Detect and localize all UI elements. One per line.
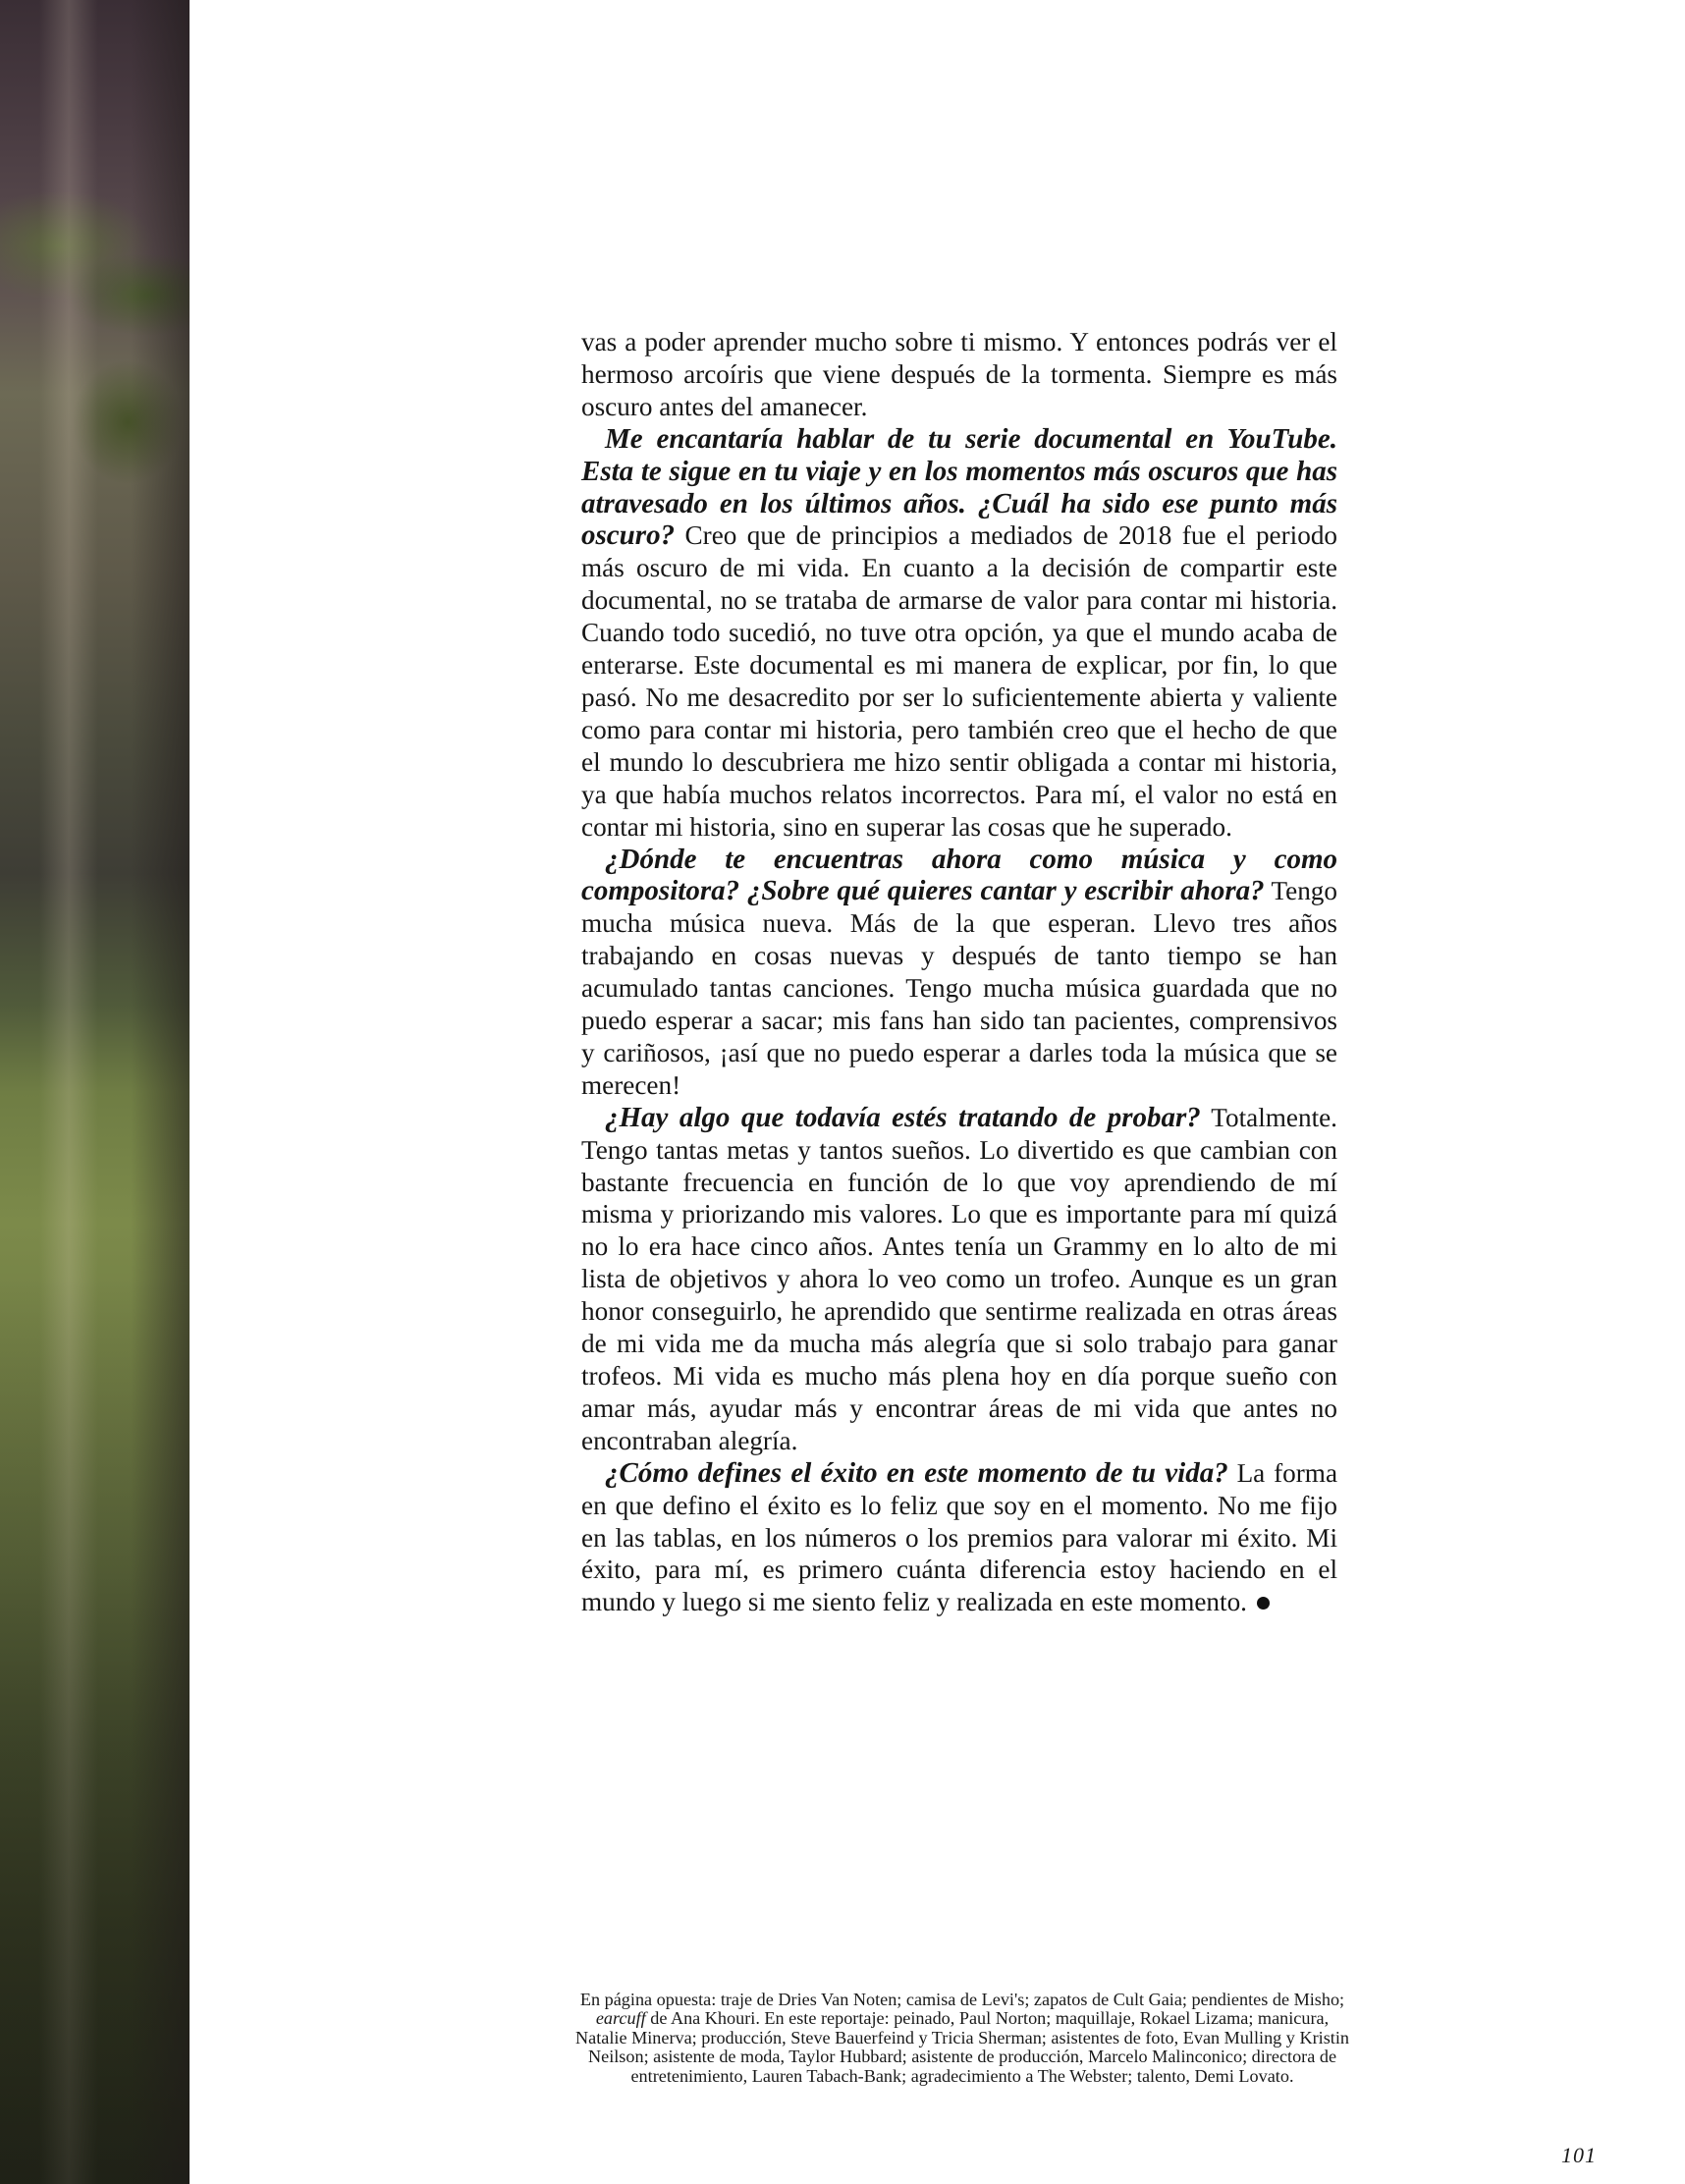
credits-part-2: de Ana Khouri. En este reportaje: peinado, Paul Norton; maquillaje, Rokael Lizama; manicura, Natalie Minerva; producción, Steve Bauerfeind y Tricia Sherman; asistentes de foto, Evan Mulling y Kristin Neilson; asistente de moda, Taylor Hubbard; asistente de producción, Marcelo Malinconico; directora de entretenimiento, Lauren Tabach-Bank; agradecimiento a The Webster; talento, Demi Lovato.: [575, 2008, 1349, 2086]
photo-blur-edge: [131, 0, 190, 2184]
qa-paragraph: [581, 844, 1337, 1102]
article-intro: vas a poder aprender mucho sobre ti mismo. Y entonces podrás ver el hermoso arcoíris que viene después de la tormenta. Siempre es más oscuro antes del amanecer.: [581, 327, 1337, 421]
answer-text: Totalmente. Tengo tantas metas y tantos sueños. Lo divertido es que cambian con bastante frecuencia en función de lo que voy aprendiendo de mí misma y priorizando mis valores. Lo que es importante para mí quizá no lo era hace cinco años. Antes tenía un Grammy en lo alto de mi lista de objetivos y ahora lo veo como un trofeo. Aunque es un gran honor conseguirlo, he aprendido que sentirme realizada en otras áreas de mi vida me da mucha más alegría que si solo trabajo para ganar trofeos. Mi vida es mucho más plena hoy en día porque sueño con amar más, ayudar más y encontrar áreas de mi vida que antes no encontraban alegría.: [581, 1102, 1337, 1455]
answer-text: Creo que de principios a mediados de 2018 fue el periodo más oscuro de mi vida. En cuanto a la decisión de compartir este documental, no se trataba de armarse de valor para contar mi historia. Cuando todo sucedió, no tuve otra opción, ya que el mundo acaba de enterarse. Este documental es mi manera de explicar, por fin, lo que pasó. No me desacredito por ser lo suficientemente abierta y valiente como para contar mi historia, pero también creo que el hecho de que el mundo lo descubriera me hizo sentir obligada a contar mi historia, ya que había muchos relatos incorrectos. Para mí, el valor no está en contar mi historia, sino en superar las cosas que he superado.: [581, 520, 1338, 842]
credits-italic-term: earcuff: [595, 2008, 646, 2029]
end-bullet-icon: [1257, 1597, 1270, 1610]
question-text: ¿Dónde te encuentras ahora como música y como compositora? ¿Sobre qué quieres cantar y escribir ahora?: [581, 843, 1337, 907]
question-text: ¿Cómo defines el éxito en este momento de tu vida?: [605, 1456, 1228, 1489]
page-number: 101: [1561, 2143, 1597, 2167]
answer-text: Tengo mucha música nueva. Más de la que esperan. Llevo tres años trabajando en cosas nuevas y después de tanto tiempo se han acumulado tantas canciones. Tengo mucha música guardada que no puedo esperar a sacar; mis fans han sido tan pacientes, comprensivos y cariñosos, ¡así que no puedo esperar a darles toda la música que se merecen!: [581, 876, 1337, 1100]
article-body: [581, 326, 1337, 1618]
question-text: ¿Hay algo que todavía estés tratando de probar?: [605, 1101, 1201, 1133]
credits-part-1: En página opuesta: traje de Dries Van Noten; camisa de Levi's; zapatos de Cult Gaia; pendientes de Misho;: [579, 1990, 1345, 2009]
photo-credits: [570, 1991, 1355, 2086]
answer-text: La forma en que defino el éxito es lo feliz que soy en el momento. No me fijo en las tablas, en los números o los premios para valorar mi éxito. Mi éxito, para mí, es primero cuánta diferencia estoy haciendo en el mundo y luego si me siento feliz y realizada en este momento.: [581, 1457, 1338, 1617]
qa-paragraph: [581, 423, 1337, 844]
qa-paragraph: [581, 1457, 1337, 1619]
photo-strip: [0, 0, 190, 2184]
qa-paragraph: [581, 1102, 1337, 1457]
question-text: Me encantaría hablar de tu serie documental en YouTube. Esta te sigue en tu viaje y en los momentos más oscuros que has atravesado en los últimos años. ¿Cuál ha sido ese punto más oscuro?: [581, 422, 1337, 552]
